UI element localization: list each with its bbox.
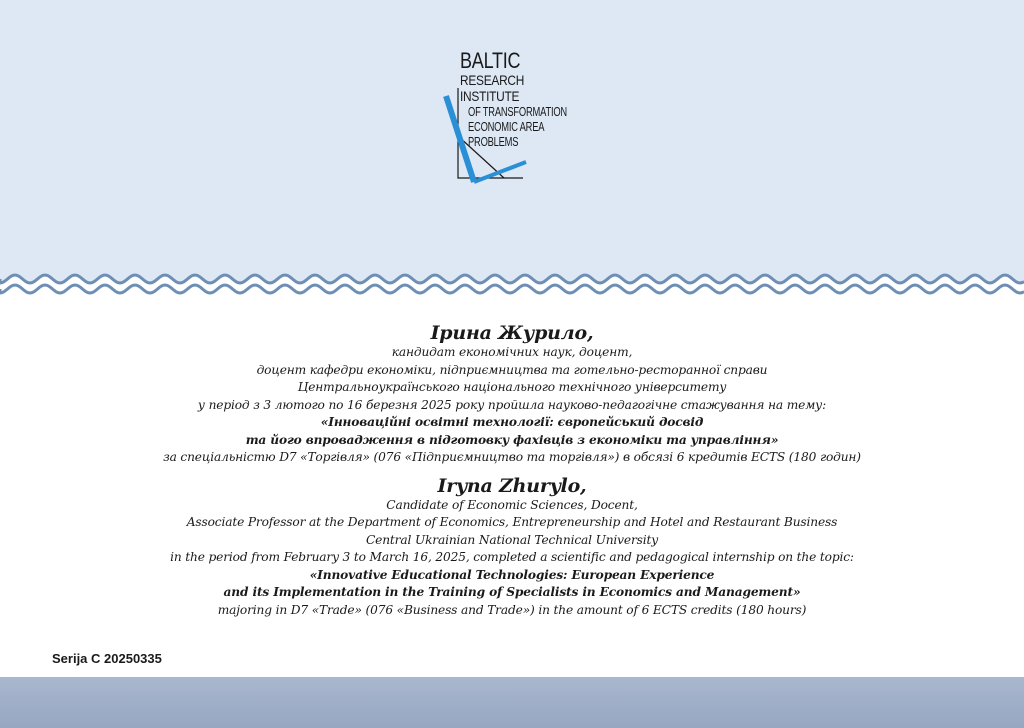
uk-text-line: за спеціальністю D7 «Торгівля» (076 «Підприємництво та торгівля») в обсязі 6 кредитів ECTS (180 годин) [163, 450, 861, 464]
logo-text-transformation: OF TRANSFORMATION [468, 104, 567, 119]
uk-text-line: Центральноукраїнського національного технічного університету [297, 380, 727, 394]
uk-text-line: доцент кафедри економіки, підприємництва та готельно-ресторанної справи [256, 362, 768, 377]
uk-text-line: кандидат економічних наук, доцент, [391, 345, 633, 359]
uk-text-line: «Інноваційні освітні технології: європейський досвід [320, 415, 704, 429]
logo-text-institute: INSTITUTE [460, 88, 520, 104]
uk-text-line: та його впровадження в підготовку фахівців з економіки та управління» [245, 432, 779, 447]
top-header-band [0, 0, 1024, 300]
logo-text-baltic: BALTIC [460, 48, 521, 73]
logo-text-problems: PROBLEMS [468, 134, 519, 149]
certificate-text-uk [0, 344, 1024, 467]
recipient-name-uk: Ірина Журило, [430, 322, 594, 344]
en-text-line: in the period from February 3 to March 16, 2025, completed a scientific and pedagogical internship on the topic: [170, 550, 854, 564]
en-text-line: Candidate of Economic Sciences, Docent, [386, 497, 638, 512]
bottom-footer-band [0, 677, 1024, 728]
en-text-line: Central Ukrainian National Technical University [366, 532, 658, 547]
certificate-text-en [0, 497, 1024, 620]
uk-text-line: у період з 3 лютого по 16 березня 2025 року пройшла науково-педагогічне стажування на тему: [197, 397, 827, 412]
series-number: Serija C 20250335 [52, 651, 162, 666]
wave-line-lower [0, 285, 1024, 293]
en-text-line: «Innovative Educational Technologies: European Experience [309, 567, 715, 582]
en-text-line: and its Implementation in the Training of Specialists in Economics and Management» [223, 585, 801, 599]
en-text-line: majoring in D7 «Trade» (076 «Business and Trade») in the amount of 6 ECTS credits (180 hours) [217, 602, 807, 617]
logo-text-economic-area: ECONOMIC AREA [468, 119, 545, 134]
institute-logo [438, 48, 598, 188]
recipient-name-en: Iryna Zhurylo, [437, 474, 587, 497]
logo-text-research: RESEARCH [460, 72, 525, 88]
en-text-line: Associate Professor at the Department of Economics, Entrepreneurship and Hotel and Restaurant Business [186, 515, 838, 529]
certificate-body [0, 322, 1024, 619]
